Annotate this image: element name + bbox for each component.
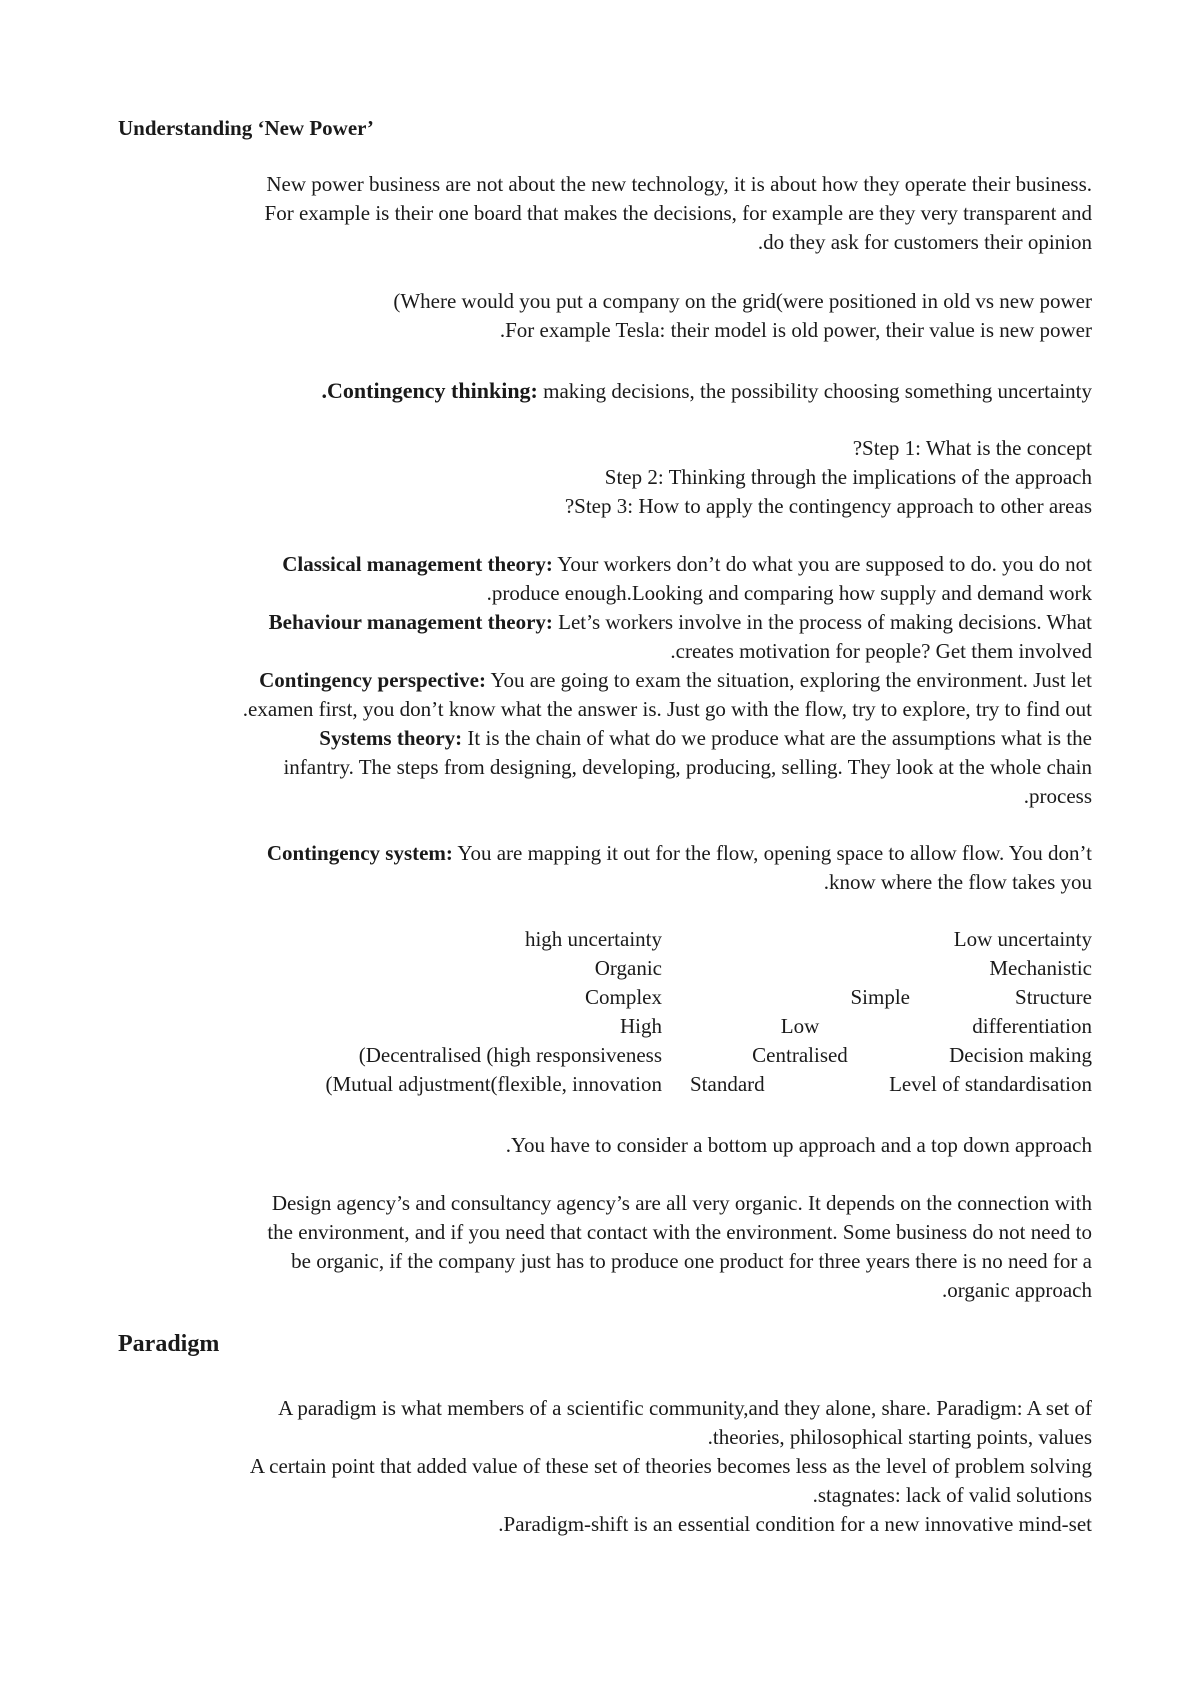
comparison-cell: Centralised <box>752 1043 848 1067</box>
definition-text: Your workers don’t do what you are supposed to do. you do not <box>552 552 1092 576</box>
definition-text: It is the chain of what do we produce what are the assumptions what is the <box>462 726 1092 750</box>
text-line: .produce enough.Looking and comparing how supply and demand work <box>486 581 1092 605</box>
comparison-cell: differentiation <box>972 1014 1092 1038</box>
term-label: Contingency system: <box>266 841 453 865</box>
comparison-cell: High <box>620 1014 662 1038</box>
theories-list <box>92 550 1092 811</box>
comparison-cell: (Mutual adjustment(flexible, innovation <box>325 1072 662 1096</box>
text-line: .stagnates: lack of valid solutions <box>812 1483 1092 1507</box>
term-label: Contingency perspective: <box>259 668 486 692</box>
term-label: Behaviour management theory: <box>268 610 553 634</box>
text-line: infantry. The steps from designing, developing, producing, selling. They look at the whole chain <box>283 755 1092 779</box>
text-line: .organic approach <box>941 1278 1092 1302</box>
paradigm-paragraph <box>92 1394 1092 1539</box>
definition-text: Let’s workers involve in the process of making decisions. What <box>552 610 1092 634</box>
text-line: the environment, and if you need that contact with the environment. Some business do not need to <box>267 1220 1092 1244</box>
definition-text: You are going to exam the situation, exploring the environment. Just let <box>486 668 1092 692</box>
intro-paragraph <box>92 170 1092 257</box>
theory-line <box>92 724 1092 753</box>
text-line: .creates motivation for people? Get them involved <box>670 639 1092 663</box>
comparison-cell: Level of standardisation <box>889 1072 1092 1096</box>
text-line: .Paradigm-shift is an essential condition for a new innovative mind-set <box>498 1512 1092 1536</box>
comparison-cell: Standard <box>690 1072 765 1096</box>
term-label: Systems theory: <box>319 726 463 750</box>
theory-line <box>92 666 1092 695</box>
approach-note-paragraph <box>92 1131 1092 1160</box>
comparison-cell: Organic <box>594 956 662 980</box>
text-line: .know where the flow takes you <box>823 870 1092 894</box>
comparison-cell: Structure <box>1015 985 1092 1009</box>
text-line: A certain point that added value of these set of theories becomes less as the level of problem solving <box>249 1454 1092 1478</box>
text-line: .theories, philosophical starting points, values <box>707 1425 1092 1449</box>
comparison-cell: Simple <box>850 985 910 1009</box>
definition-text: You are mapping it out for the flow, opening space to allow flow. You don’t <box>452 841 1092 865</box>
comparison-column-dimension <box>889 925 1092 1099</box>
comparison-column-mechanistic <box>690 925 910 1099</box>
theory-line <box>92 608 1092 637</box>
theory-line <box>92 550 1092 579</box>
text-line: (Where would you put a company on the grid(were positioned in old vs new power <box>393 289 1092 313</box>
text-line: .For example Tesla: their model is old power, their value is new power <box>499 318 1092 342</box>
definition-text: making decisions, the possibility choosing something uncertainty <box>537 379 1092 403</box>
contingency-system-paragraph <box>92 839 1092 897</box>
section-heading-paradigm: Paradigm <box>118 1331 220 1357</box>
comparison-cell <box>690 954 910 983</box>
page-title: Understanding ‘New Power’ <box>118 116 374 140</box>
design-agency-paragraph <box>92 1189 1092 1305</box>
text-line: .process <box>1023 784 1092 808</box>
text-line: New power business are not about the new technology, it is about how they operate their business. <box>266 172 1092 196</box>
text-line: .examen first, you don’t know what the answer is. Just go with the flow, try to explore, try to find out <box>242 697 1092 721</box>
step-item: ?Step 1: What is the concept <box>852 436 1092 460</box>
text-line: Design agency’s and consultancy agency’s are all very organic. It depends on the connection with <box>271 1191 1092 1215</box>
step-item: ?Step 3: How to apply the contingency approach to other areas <box>564 494 1092 518</box>
text-line: A paradigm is what members of a scientific community,and they alone, share. Paradigm: A set of <box>278 1396 1092 1420</box>
comparison-cell: Decision making <box>949 1043 1092 1067</box>
comparison-cell: Low uncertainty <box>953 927 1092 951</box>
steps-list <box>92 434 1092 521</box>
comparison-cell: Complex <box>585 985 662 1009</box>
comparison-cell <box>690 925 910 954</box>
text-line: For example is their one board that makes the decisions, for example are they very transparent and <box>264 201 1092 225</box>
grid-note-paragraph <box>92 287 1092 345</box>
step-item: Step 2: Thinking through the implications of the approach <box>604 465 1092 489</box>
text-line: .You have to consider a bottom up approach and a top down approach <box>505 1133 1092 1157</box>
comparison-cell: Low <box>780 1014 820 1038</box>
term-label: Classical management theory: <box>282 552 553 576</box>
comparison-cell: (Decentralised (high responsiveness <box>358 1043 662 1067</box>
term-label: .Contingency thinking: <box>321 378 538 403</box>
contingency-thinking-paragraph <box>92 376 1092 406</box>
comparison-cell: high uncertainty <box>524 927 662 951</box>
comparison-column-organic <box>325 925 662 1099</box>
text-line: be organic, if the company just has to produce one product for three years there is no need for a <box>291 1249 1092 1273</box>
comparison-cell: Mechanistic <box>989 956 1092 980</box>
text-line: .do they ask for customers their opinion <box>757 230 1092 254</box>
